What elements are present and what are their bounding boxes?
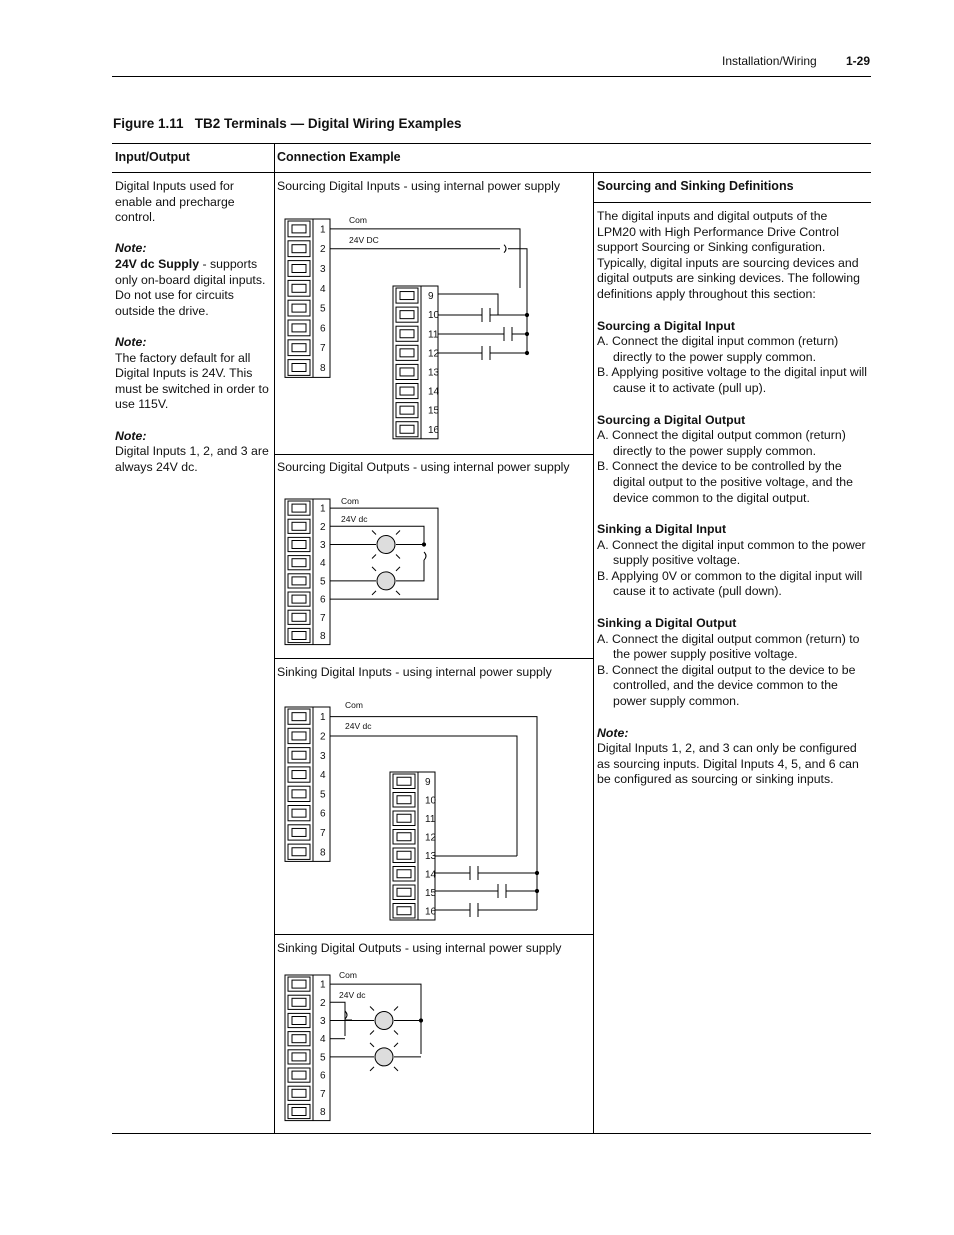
terminal-screw-housing <box>393 774 415 789</box>
terminal-screw-housing <box>393 830 415 845</box>
terminal-screw <box>400 330 414 338</box>
terminal-screw-housing <box>288 261 310 277</box>
terminal-screw-housing <box>288 340 310 356</box>
terminal-screw <box>292 980 306 988</box>
terminal-label: 8 <box>320 631 326 642</box>
terminal-screw <box>292 324 306 332</box>
lamp-ray <box>370 1067 374 1071</box>
wire <box>330 736 517 856</box>
terminal-screw-housing <box>393 904 415 919</box>
wire <box>438 294 498 315</box>
terminal-screw-housing <box>288 1032 310 1046</box>
terminal-screw <box>292 751 306 759</box>
terminal-screw <box>292 613 306 621</box>
terminal-screw-housing <box>288 995 310 1009</box>
terminal-screw-housing <box>396 307 418 322</box>
terminal-label: 3 <box>320 264 326 275</box>
terminal-screw <box>292 771 306 779</box>
terminal-screw <box>397 833 411 841</box>
terminal-screw <box>397 814 411 822</box>
terminal-label: 4 <box>320 283 326 295</box>
terminal-screw-housing <box>393 867 415 882</box>
terminal-screw-housing <box>393 848 415 863</box>
diagram-3-supply-label: 24V dc <box>345 721 372 731</box>
terminal-screw <box>292 245 306 253</box>
terminal-label: 3 <box>320 1016 326 1027</box>
terminal-label: 5 <box>320 303 326 315</box>
terminal-label: 6 <box>320 323 326 335</box>
column-header-input-output: Input/Output <box>115 150 190 164</box>
definitions-heading: Sourcing and Sinking Definitions <box>597 179 794 193</box>
diagram-1-supply-label: 24V DC <box>349 235 379 245</box>
sourcing-input-a: A. Connect the digital input common (return) directly to the power supply common. <box>597 334 839 364</box>
terminal-screw-housing <box>288 501 310 515</box>
lamp-ray <box>372 531 376 535</box>
terminal-screw <box>400 368 414 376</box>
lamp-ray <box>370 1043 374 1047</box>
column-header-connection: Connection Example <box>277 150 401 164</box>
terminal-screw-housing <box>288 1068 310 1082</box>
example-caption-sinking-inputs: Sinking Digital Inputs - using internal power supply <box>277 665 552 679</box>
terminal-screw <box>292 1089 306 1097</box>
terminal-screw-housing <box>288 360 310 376</box>
definitions-note-text: Digital Inputs 1, 2, and 3 can only be configured as sourcing inputs. Digital Inputs 4, 5, and 6 can be configured as sourcing or sinking inputs. <box>597 741 859 787</box>
terminal-label: 12 <box>425 832 437 844</box>
terminal-screw-housing <box>288 709 310 724</box>
lamp-ray <box>394 1031 398 1035</box>
terminal-screw <box>292 1017 306 1025</box>
terminal-screw-housing <box>288 592 310 606</box>
terminal-label: 7 <box>320 612 326 624</box>
lamp-icon <box>375 1012 393 1030</box>
terminal-label: 3 <box>320 540 326 551</box>
terminal-screw-housing <box>288 320 310 336</box>
terminal-screw-housing <box>288 241 310 257</box>
terminal-screw-housing <box>393 811 415 826</box>
junction-dot <box>535 889 538 892</box>
junction-dot <box>525 351 528 354</box>
sinking-output-a: A. Connect the digital output common (return) to the power supply positive voltage. <box>597 631 860 662</box>
lamp-ray <box>394 1007 398 1011</box>
terminal-label: 4 <box>320 558 326 570</box>
terminal-label: 6 <box>320 808 326 820</box>
terminal-screw-housing <box>288 556 310 570</box>
terminal-label: 1 <box>320 979 326 991</box>
junction-dot <box>422 543 425 546</box>
terminal-screw-housing <box>396 288 418 303</box>
terminal-screw <box>292 1071 306 1079</box>
note-label: Note: <box>115 241 147 256</box>
terminal-screw <box>400 387 414 395</box>
terminal-screw <box>292 809 306 817</box>
terminal-screw-housing <box>288 825 310 840</box>
diagram-3-com-label: Com <box>345 700 363 710</box>
always-24v-note: Digital Inputs 1, 2, and 3 are always 24V dc. <box>115 444 269 474</box>
wire <box>508 249 527 353</box>
definitions-body <box>597 209 867 788</box>
terminal-label: 9 <box>428 291 434 303</box>
terminal-label: 2 <box>320 244 326 256</box>
lamp-ray <box>396 591 400 595</box>
terminal-screw <box>292 1108 306 1116</box>
terminal-label: 16 <box>425 906 437 918</box>
terminal-screw <box>292 713 306 721</box>
terminal-label: 9 <box>425 776 431 788</box>
terminal-screw-housing <box>288 610 310 624</box>
terminal-label: 11 <box>428 329 439 341</box>
terminal-label: 5 <box>320 576 326 588</box>
terminal-label: 4 <box>320 1034 326 1046</box>
terminal-label: 3 <box>320 750 326 762</box>
terminal-label: 1 <box>320 503 326 515</box>
terminal-screw-housing <box>288 519 310 533</box>
terminal-label: 10 <box>425 795 437 807</box>
terminal-screw <box>292 364 306 372</box>
terminal-screw <box>397 888 411 896</box>
terminal-screw-housing <box>288 537 310 551</box>
terminal-label: 13 <box>428 367 440 379</box>
terminal-label: 2 <box>320 997 326 1009</box>
lamp-ray <box>372 591 376 595</box>
diagram-4-com-label: Com <box>339 970 357 980</box>
terminal-label: 8 <box>320 363 326 374</box>
terminal-screw-housing <box>396 364 418 379</box>
terminal-screw-housing <box>393 793 415 808</box>
terminal-screw-housing <box>396 326 418 341</box>
terminal-label: 15 <box>425 887 437 899</box>
note-label: Note: <box>115 428 147 443</box>
terminal-label: 8 <box>320 1107 326 1118</box>
terminal-screw <box>397 907 411 915</box>
terminal-screw <box>292 595 306 603</box>
lamp-ray <box>396 531 400 535</box>
terminal-screw <box>400 425 414 433</box>
terminal-screw <box>292 1035 306 1043</box>
diagram-2-com-label: Com <box>341 496 359 506</box>
terminal-label: 2 <box>320 731 326 743</box>
terminal-screw-housing <box>288 748 310 763</box>
terminal-label: 12 <box>428 348 440 360</box>
terminal-screw-housing <box>288 300 310 316</box>
terminal-screw-housing <box>288 1104 310 1118</box>
lamp-icon <box>375 1048 393 1066</box>
terminal-label: 1 <box>320 712 326 724</box>
supply-note-bold: 24V dc Supply <box>115 256 200 271</box>
terminal-screw <box>292 344 306 352</box>
terminal-screw <box>397 870 411 878</box>
terminal-screw-housing <box>288 280 310 296</box>
terminal-label: 16 <box>428 424 440 436</box>
lamp-icon <box>377 572 395 590</box>
lamp-ray <box>370 1031 374 1035</box>
note-label: Note: <box>115 334 147 349</box>
lamp-ray <box>394 1043 398 1047</box>
terminal-screw <box>292 732 306 740</box>
sinking-input-b: B. Applying 0V or common to the digital input will cause it to activate (pull down). <box>597 568 863 599</box>
lamp-ray <box>372 555 376 559</box>
terminal-screw <box>292 828 306 836</box>
terminal-screw-housing <box>288 806 310 821</box>
sourcing-output-a: A. Connect the digital output common (return) directly to the power supply common. <box>597 428 846 458</box>
lamp-icon <box>377 536 395 554</box>
sourcing-input-b: B. Applying positive voltage to the digital input will cause it to activate (pull up). <box>597 365 868 395</box>
terminal-screw-housing <box>396 403 418 418</box>
terminal-screw-housing <box>288 1086 310 1100</box>
lamp-ray <box>394 1067 398 1071</box>
terminal-label: 14 <box>428 386 440 398</box>
enable-precharge-text: Digital Inputs used for enable and precharge control. <box>115 179 235 225</box>
terminal-screw-housing <box>396 422 418 437</box>
terminal-label: 2 <box>320 521 326 533</box>
junction-dot <box>535 871 538 874</box>
page-number: 1-29 <box>846 54 871 68</box>
terminal-screw <box>400 292 414 300</box>
sinking-input-title: Sinking a Digital Input <box>597 522 727 537</box>
terminal-screw <box>400 349 414 357</box>
diagram-2-supply-label: 24V dc <box>341 514 368 524</box>
terminal-screw <box>400 311 414 319</box>
terminal-label: 8 <box>320 847 326 859</box>
terminal-screw <box>292 504 306 512</box>
terminal-screw <box>292 848 306 856</box>
factory-default-note: The factory default for all Digital Inputs is 24V. This must be switched in order to use 115V. <box>115 350 269 412</box>
terminal-screw-housing <box>288 767 310 782</box>
example-caption-sourcing-inputs: Sourcing Digital Inputs - using internal power supply <box>277 179 560 193</box>
running-header-section: Installation/Wiring <box>722 54 817 68</box>
terminal-screw <box>397 796 411 804</box>
sourcing-output-title: Sourcing a Digital Output <box>597 412 746 427</box>
terminal-screw <box>292 559 306 567</box>
terminal-screw-housing <box>288 844 310 859</box>
terminal-label: 11 <box>425 813 436 825</box>
terminal-screw <box>292 522 306 530</box>
terminal-label: 7 <box>320 827 326 839</box>
definitions-intro: The digital inputs and digital outputs of the LPM20 with High Performance Drive Control support Sourcing or Sinking configuration. Typically, digital inputs are sourcing devices and digital outputs are sinking devices. The following definitions apply throughout this section: <box>597 209 860 301</box>
terminal-label: 6 <box>320 594 326 606</box>
figure-title: Figure 1.11 TB2 Terminals — Digital Wiring Examples <box>113 116 462 131</box>
terminal-screw <box>397 851 411 859</box>
terminal-screw <box>292 577 306 585</box>
terminal-screw <box>292 632 306 640</box>
lamp-ray <box>372 567 376 571</box>
terminal-label: 13 <box>425 850 437 862</box>
terminal-screw-housing <box>288 574 310 588</box>
terminal-screw-housing <box>288 786 310 801</box>
sinking-output-b: B. Connect the digital output to the device to be controlled, and the device common to the power supply common. <box>597 662 856 709</box>
lamp-ray <box>396 555 400 559</box>
terminal-label: 7 <box>320 1088 326 1100</box>
example-caption-sourcing-outputs: Sourcing Digital Outputs - using internal power supply <box>277 460 570 474</box>
terminal-label: 5 <box>320 1052 326 1064</box>
terminal-screw-housing <box>288 628 310 642</box>
terminal-screw <box>397 777 411 785</box>
terminal-screw <box>292 541 306 549</box>
terminal-screw-housing <box>396 345 418 360</box>
terminal-label: 7 <box>320 343 326 355</box>
terminal-label: 14 <box>425 869 437 881</box>
sinking-output-title: Sinking a Digital Output <box>597 616 737 631</box>
wire <box>330 1002 345 1036</box>
junction-dot <box>525 332 528 335</box>
terminal-screw-housing <box>393 885 415 900</box>
terminal-label: 6 <box>320 1070 326 1082</box>
diagram-4-supply-label: 24V dc <box>339 990 366 1000</box>
terminal-label: 1 <box>320 224 326 236</box>
example-caption-sinking-outputs: Sinking Digital Outputs - using internal power supply <box>277 941 562 955</box>
terminal-label: 15 <box>428 405 440 417</box>
junction-dot <box>525 313 528 316</box>
terminal-screw-housing <box>288 221 310 237</box>
wire-crossover <box>424 552 426 560</box>
terminal-screw <box>292 304 306 312</box>
terminal-screw-housing <box>288 1050 310 1064</box>
terminal-screw <box>292 998 306 1006</box>
terminal-screw-housing <box>288 1013 310 1027</box>
terminal-label: 4 <box>320 770 326 782</box>
wire <box>396 560 424 581</box>
junction-dot <box>419 1019 422 1022</box>
lamp-ray <box>370 1007 374 1011</box>
terminal-screw <box>292 225 306 233</box>
terminal-screw <box>400 406 414 414</box>
terminal-screw <box>292 284 306 292</box>
sinking-input-a: A. Connect the digital input common to the power supply positive voltage. <box>597 537 866 568</box>
supply-note-text: - supports only on-board digital inputs. Do not use for circuits outside the drive. <box>115 256 266 318</box>
diagram-1-com-label: Com <box>349 215 367 225</box>
terminal-label: 10 <box>428 310 440 322</box>
terminal-screw-housing <box>288 977 310 991</box>
terminal-screw-housing <box>396 384 418 399</box>
terminal-screw <box>292 1053 306 1061</box>
wire-crossover <box>504 245 506 253</box>
definitions-note-label: Note: <box>597 725 629 740</box>
terminal-screw-housing <box>288 728 310 743</box>
terminal-screw <box>292 790 306 798</box>
sourcing-output-b: B. Connect the device to be controlled by the digital output to the positive voltage, and the device common to the digital output. <box>597 459 853 505</box>
terminal-label: 5 <box>320 789 326 801</box>
lamp-ray <box>396 567 400 571</box>
sourcing-input-title: Sourcing a Digital Input <box>597 318 735 333</box>
terminal-screw <box>292 265 306 273</box>
